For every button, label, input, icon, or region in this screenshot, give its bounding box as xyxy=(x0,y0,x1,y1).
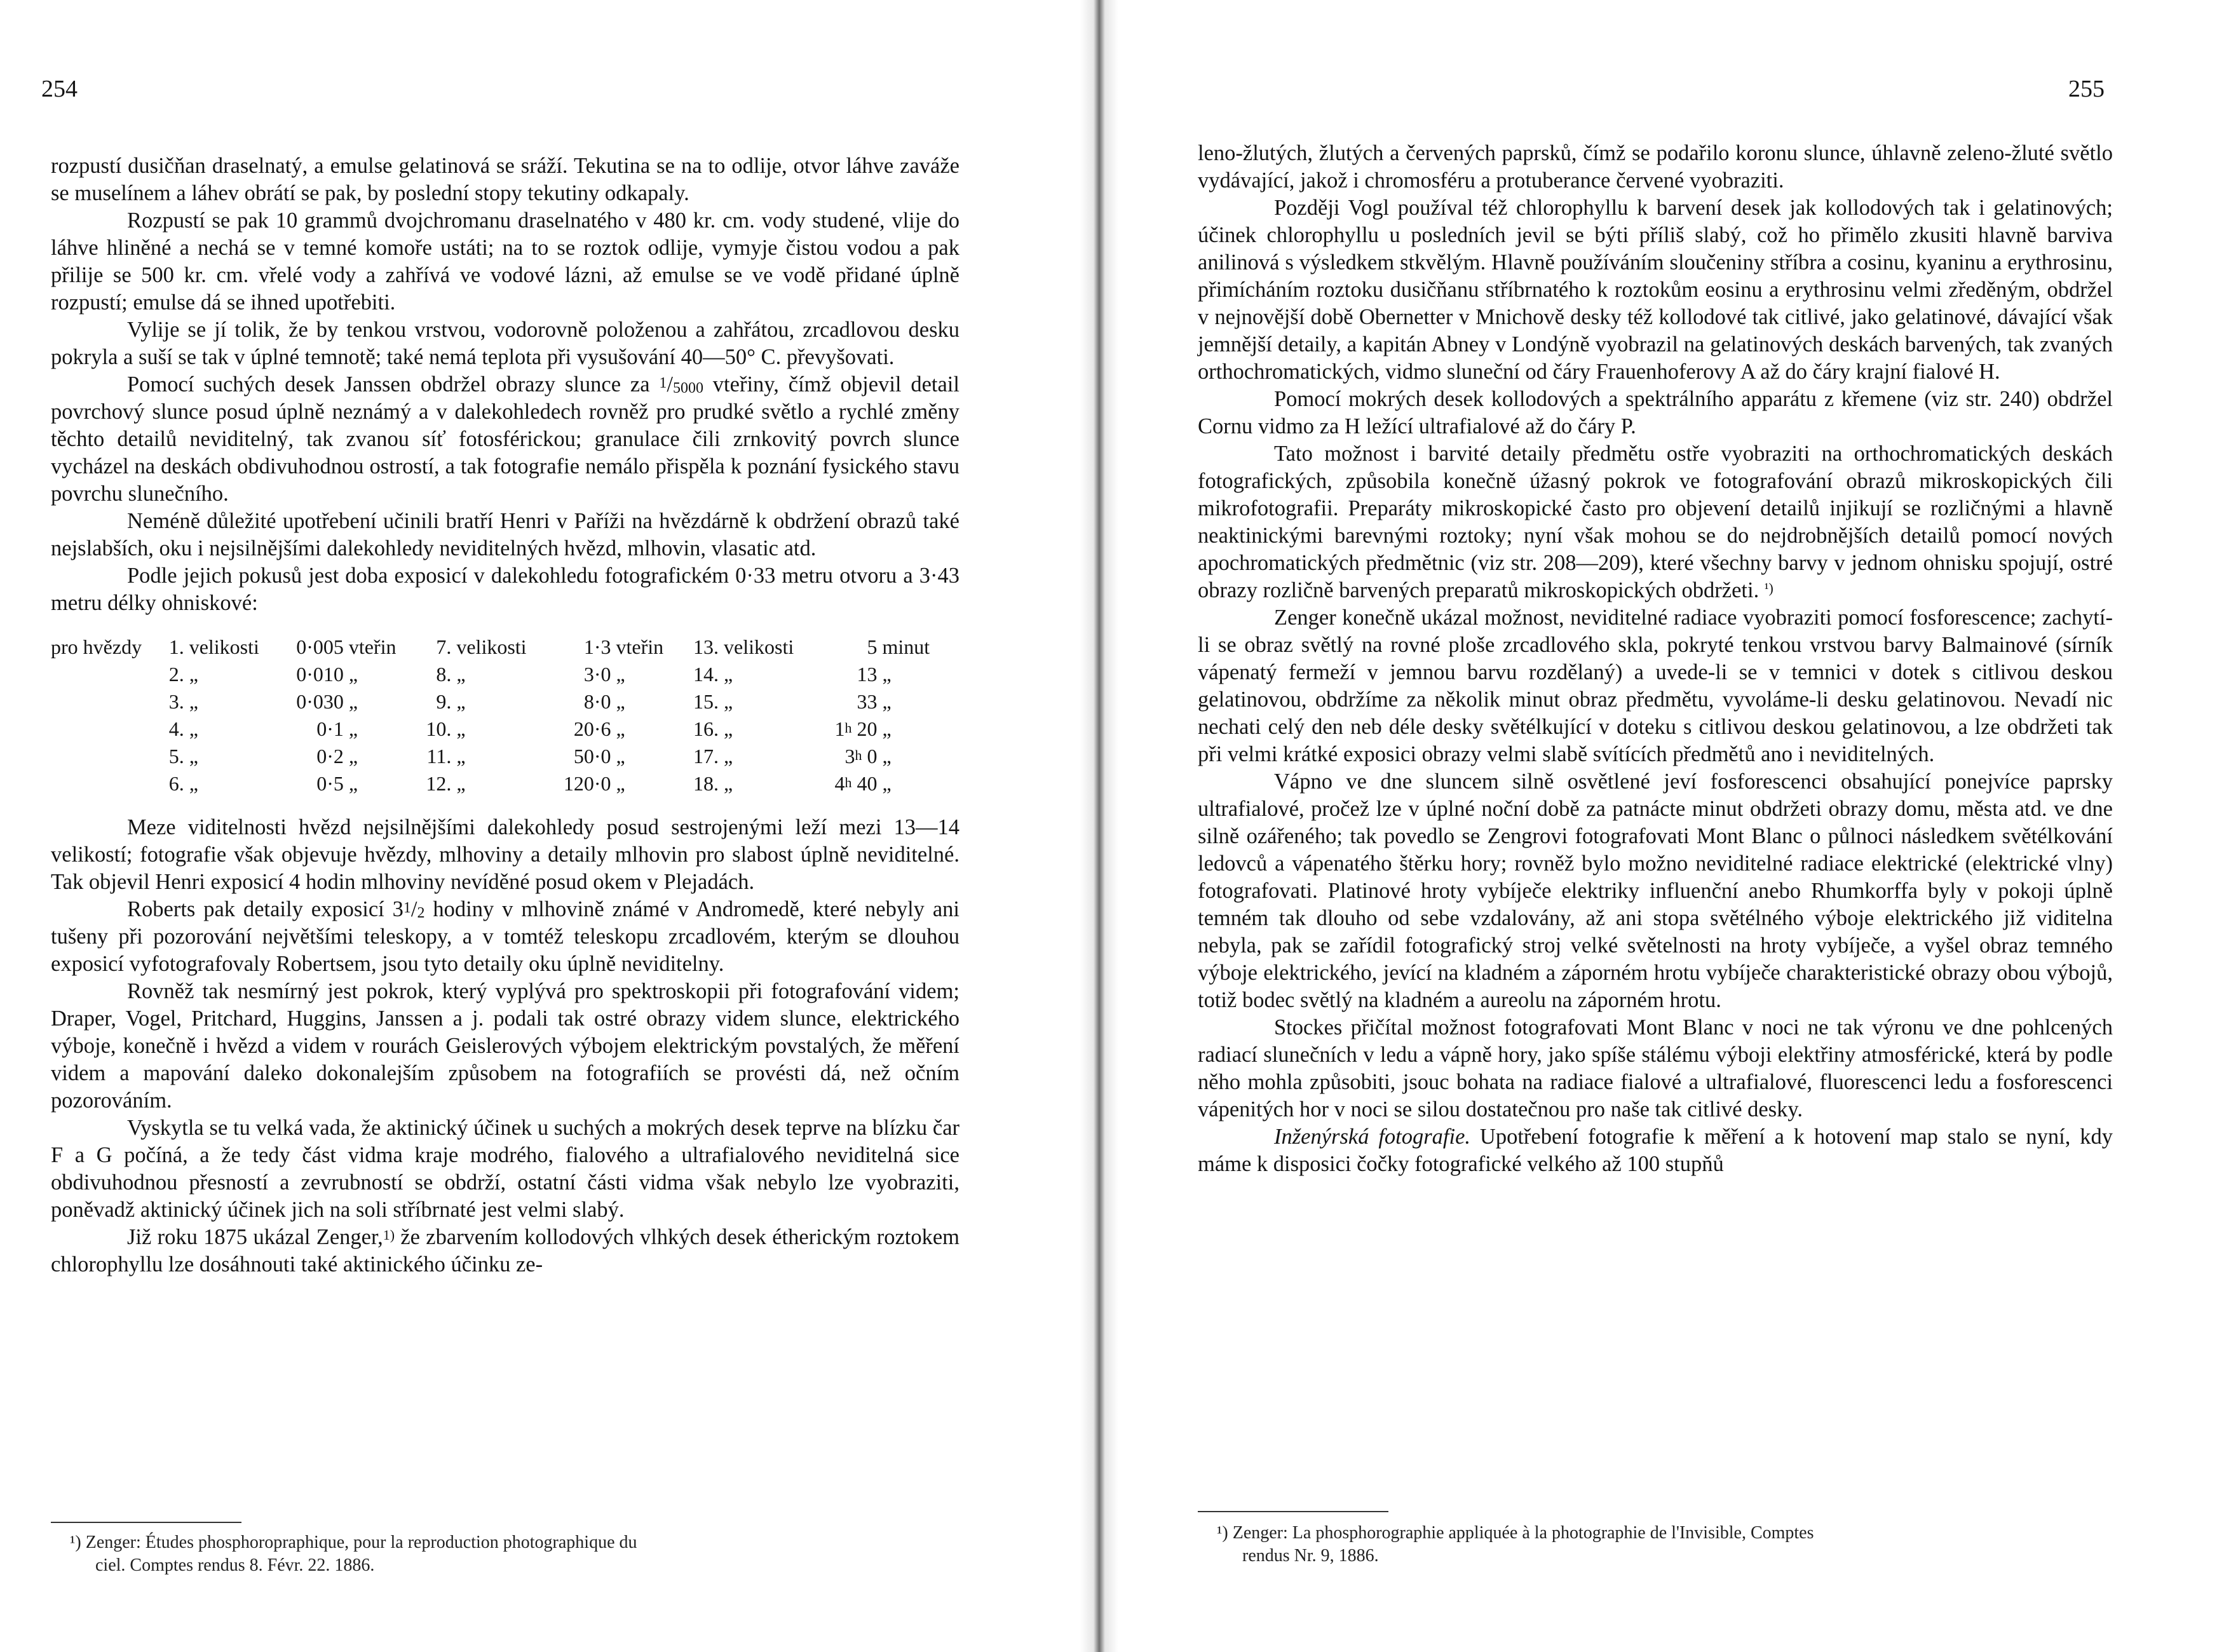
exposure-unit: minut xyxy=(882,635,930,658)
paragraph: Vápno ve dne sluncem silně osvětlené jeví fosforescenci obsahující ponejvíce paprsky ultrafialové, pročež lze v úplné noční době za patnácte minut obdržeti obrazy domu, města atd. ve dne silně ozářeného; tak povedlo se Zengrovi fotografovati Mont Blanc o půlnoci následkem světélkování ledovců a vápenatého štěrku hory; rovněž bylo možno neviditelné radiace elektrické (elektrické vlny) fotografovati. Platinové hroty vybíječe elektriky influenční anebo Rhumkorffa byly v pokoji úplně temném tak dlouho od sebe vzdalovány, až ani stopa světélného výboje elektrického již viditelna nebyla, pak se zařídil fotografický stroj velké světelnosti na hroty vybíječe, a vyšel obraz temného výboje elektrického, jevící na kladném a záporném hrotu vybíječe charakteristické obrazy obou výbojů, totiž bodec světlý na kladném a aureolu na záporném hrotu. xyxy=(1198,769,2113,1012)
exposure-unit: „ xyxy=(616,772,625,795)
paragraph: Neméně důležité upotřebení učinili bratří Henri v Paříži na hvězdárně k obdržení obrazů také nejslabších, oku i nejsilnějšími dalekohledy neviditelných hvězd, mlhovin, vlasatic atd. xyxy=(51,509,959,560)
magnitude-number: 5. xyxy=(168,745,184,768)
text-run: Již roku 1875 ukázal Zenger, xyxy=(127,1225,383,1249)
fraction-denominator: 2 xyxy=(417,905,425,921)
magnitude-number: 6. xyxy=(168,772,184,795)
magnitude-number: 13. xyxy=(693,635,719,658)
table-row xyxy=(51,715,959,743)
hours-mark: h xyxy=(855,747,862,763)
paragraph: rozpustí dusičňan draselnatý, a emulse gelatinová se sráží. Tekutina se na to odlije, otvor láhve zaváže se muselínem a láhev obrátí se pak, by poslední stopy tekutiny odkapaly. xyxy=(51,154,959,205)
magnitude-label: „ xyxy=(456,772,466,795)
exposure-unit: vteřin xyxy=(348,635,397,658)
table-row xyxy=(51,770,959,797)
footnote-text: Zenger: Études phosphoropraphique, pour la reproduction photographique du xyxy=(85,1533,637,1552)
right-page-body xyxy=(1198,140,2113,1178)
page-number-right: 255 xyxy=(2068,76,2105,102)
exposure-value: 4$^h$ 40 xyxy=(834,772,878,795)
exposure-value: 0·1 xyxy=(316,717,344,740)
exposure-value: 0·2 xyxy=(316,745,344,768)
text-run: Pomocí suchých desek Janssen obdržel obrazy slunce za xyxy=(127,372,660,396)
paragraph: Meze viditelnosti hvězd nejsilnějšími dalekohledy posud sestrojenými leží mezi 13—14 velikostí; fotografie však objevuje hvězdy, mlhoviny a detaily mlhovin pro slabost úplně neviditelné. Tak objevil Henri exposicí 4 hodin mlhoviny nevíděné posud okem v Plejadách. xyxy=(51,815,959,894)
text-run: Upotřebení fotografie k měření a k hotovení map stalo se nyní, kdy máme k disposici čočky fotografické velkého až 100 stupňů xyxy=(1198,1125,2113,1176)
magnitude-label: „ xyxy=(456,663,466,686)
table-prefix: pro hvězdy xyxy=(51,635,142,658)
text-run: Tato možnost i barvité detaily předmětu ostře vyobraziti na orthochromatických deskách fotografických, způsobila konečně úžasný pokrok ve fotografování obrazů mikroskopických čili mikrofotografii. Preparáty mikroskopické často pro objevení detailů injikují se rozličnými a hlavně neaktinickými barevnými roztoky; nyní však mohou se do nejdrobnějších detailů pomocí nových apochromatických předmětnic (viz str. 208—209), které všechny barvy v jednom ohnisku spojují, ostré obrazy rozličně barvených preparatů mikroskopických obdržeti. xyxy=(1198,442,2113,602)
magnitude-label: „ xyxy=(189,717,198,740)
text-run: hodiny v mlhovině známé v Andromedě, které nebyly ani tušeny při pozorování největšími teleskopy, a v tomtéž teleskopu zrcadlovém, kterým se dlouhou exposicí vyfotografovaly Robertsem, jsou tyto detaily oku úplně neviditelny. xyxy=(51,897,959,976)
fraction-numerator: 1 xyxy=(659,375,667,391)
footnote-left xyxy=(70,1531,959,1577)
magnitude-number: 12. xyxy=(426,772,452,795)
exposure-unit: „ xyxy=(616,745,625,768)
footnote-right xyxy=(1217,1522,2113,1567)
footnote-mark: ¹) xyxy=(70,1533,81,1552)
footnote-text: Zenger: La phosphorographie appliquée à la photographie de l'Invisible, Comptes xyxy=(1232,1523,1814,1543)
paragraph-tato xyxy=(1198,440,2113,604)
paragraph: Později Vogl používal též chlorophyllu k barvení desek jak kollodových tak i gelatinových; účinek chlorophyllu u posledních jevil se býti příliš slabý, což ho přimělo zkusiti hlavně barviva anilinová s výsledkem stkvělým. Hlavně používáním sloučeniny stříbra a cosinu, kyaninu a erythrosinu, přimícháním roztoku dusičňanu stříbrnatého k roztokům eosinu a erythrosinu velmi zředěným, obdržel v nejnovější době Obernetter v Mnichově desky též kollodové tak citlivé, jako gelatinové, dávající však jemnější detaily, a kapitán Abney v Londýně vyobrazil na gelatinových deskách barvených, tak zvaných orthochromatických, vidmo sluneční od čáry Frauenhoferovy A až do čáry krajní fialové H. xyxy=(1198,196,2113,384)
magnitude-label: „ xyxy=(724,717,733,740)
magnitude-label: „ xyxy=(724,663,733,686)
table-row xyxy=(51,661,959,688)
text-run: Roberts pak detaily exposicí 3 xyxy=(127,897,403,921)
exposure-value: 0·030 xyxy=(296,690,344,713)
paragraph-zenger xyxy=(51,1224,959,1278)
footnote-text: rendus Nr. 9, 1886. xyxy=(1242,1546,1379,1566)
magnitude-label: „ xyxy=(189,690,198,713)
exposure-value: 20·6 xyxy=(573,717,611,740)
exposure-unit: „ xyxy=(348,690,358,713)
text-run: vteřiny, čímž objevil detail povrchový slunce posud úplně neznámý a v dalekohledech rovněž pro prudké světlo a rychlé změny těchto detailů neviditelný, tak zvanou síť fotosférickou; granulace čili zrnkovitý povrch slunce vycházel na deskách obdivuhodnou ostrostí, a tak fotografie nemálo přispěla k poznání fysického stavu povrchu slunečního. xyxy=(51,372,959,506)
magnitude-number: 3. xyxy=(168,690,184,713)
fraction-denominator: 5000 xyxy=(672,380,703,396)
exposure-value: 0·010 xyxy=(296,663,344,686)
magnitude-label: velikosti xyxy=(456,635,527,658)
exposure-value: 50·0 xyxy=(573,745,611,768)
magnitude-label: velikosti xyxy=(189,635,259,658)
exposure-value: 5 xyxy=(867,635,878,658)
hours-mark: h xyxy=(844,720,852,736)
magnitude-label: „ xyxy=(189,663,198,686)
left-page-body xyxy=(51,152,959,1278)
magnitude-number: 18. xyxy=(693,772,719,795)
exposure-unit: „ xyxy=(882,717,892,740)
magnitude-number: 10. xyxy=(426,717,452,740)
exposure-unit: „ xyxy=(348,717,358,740)
magnitude-label: „ xyxy=(724,745,733,768)
magnitude-number: 16. xyxy=(693,717,719,740)
table-prefix xyxy=(51,770,165,797)
magnitude-label: „ xyxy=(189,745,198,768)
exposure-unit: „ xyxy=(882,663,892,686)
magnitude-label: „ xyxy=(456,717,466,740)
magnitude-label: velikosti xyxy=(724,635,794,658)
magnitude-label: „ xyxy=(189,772,198,795)
left-page xyxy=(0,0,1106,1652)
paragraph: Rozpustí se pak 10 grammů dvojchromanu draselnatého v 480 kr. cm. vody studené, vlije do láhve hliněné a nechá se v temné komoře ustáti; na to se roztok odlije, vymyje čistou vodou a pak přilije se 500 kr. cm. vřelé vody a zahřívá ve vodové lázni, až emulse se ve vodě přidané úplně rozpustí; emulse dá se ihned upotřebiti. xyxy=(51,208,959,315)
exposure-table xyxy=(51,633,959,797)
exposure-unit: „ xyxy=(882,772,892,795)
hours-mark: h xyxy=(844,775,852,790)
exposure-value: 8·0 xyxy=(583,690,611,713)
exposure-value: 120·0 xyxy=(563,772,611,795)
magnitude-label: „ xyxy=(456,690,466,713)
magnitude-label: „ xyxy=(724,772,733,795)
paragraph: leno-žlutých, žlutých a červených paprsků, čímž se podařilo koronu slunce, úhlavně zeleno-žluté světlo vydávající, jakož i chromosféru a protuberance červené vyobraziti. xyxy=(1198,141,2113,193)
table-prefix xyxy=(51,688,165,715)
section-heading: Inženýrská fotografie. xyxy=(1274,1125,1471,1149)
footnote-divider xyxy=(1198,1511,1388,1512)
exposure-unit: „ xyxy=(882,690,892,713)
magnitude-number: 8. xyxy=(436,663,452,686)
magnitude-number: 11. xyxy=(426,745,452,768)
exposure-value: 1$^h$ 20 xyxy=(834,717,878,740)
magnitude-number: 7. xyxy=(436,635,452,658)
paragraph: Vylije se jí tolik, že by tenkou vrstvou, vodorovně položenou a zahřátou, zrcadlovou desku pokryla a suší se tak v úplné temnotě; také nemá teplota při vysušování 40—50° C. převyšovati. xyxy=(51,318,959,369)
table-row xyxy=(51,633,959,661)
exposure-value: 33 xyxy=(857,690,878,713)
footnote-marker: ¹) xyxy=(1764,580,1773,596)
exposure-value: 1·3 xyxy=(583,635,611,658)
table-row xyxy=(51,743,959,770)
magnitude-number: 15. xyxy=(693,690,719,713)
exposure-unit: „ xyxy=(348,663,358,686)
table-prefix xyxy=(51,715,165,743)
magnitude-label: „ xyxy=(456,745,466,768)
paragraph-inzenyrska xyxy=(1198,1123,2113,1178)
exposure-unit: „ xyxy=(616,663,625,686)
paragraph-janssen: Pomocí suchých desek Janssen obdržel obrazy slunce za $^1$/5000 vteřiny, čímž objevil detail povrchový slunce posud úplně neznámý a v dalekohledech rovněž pro prudké světlo a rychlé změny těchto detailů neviditelný, tak zvanou síť fotosférickou; granulace čili zrnkovitý povrch slunce vycházel na deskách obdivuhodnou ostrostí, a tak fotografie nemálo přispěla k poznání fysického stavu povrchu slunečního. xyxy=(51,372,959,506)
footnote-text: ciel. Comptes rendus 8. Févr. 22. 1886. xyxy=(95,1555,375,1575)
exposure-unit: „ xyxy=(616,717,625,740)
exposure-value: 3·0 xyxy=(583,663,611,686)
paragraph: Podle jejich pokusů jest doba exposicí v dalekohledu fotografickém 0·33 metru otvoru a 3·43 metru délky ohniskové: xyxy=(51,564,959,615)
text-run: že zbarvením kollodových vlhkých desek étherickým roztokem chlorophyllu lze dosáhnouti také aktinického účinku ze- xyxy=(51,1225,959,1276)
exposure-unit: „ xyxy=(348,745,358,768)
exposure-value: 3$^h$ 0 xyxy=(844,745,878,768)
paragraph: Zenger konečně ukázal možnost, neviditelné radiace vyobraziti pomocí fosforescence; zachytí-li se obraz světlý na rovné ploše zrcadlového skla, pokryté tenkou vrstvou barvy Balmainové (sírník vápenatý fermeží v jemnou barvu rozdělaný) a uvede-li se v temnici v dotek s citlivou deskou gelatinovou, obdržíme za několik minut obraz předmětu, vyvoláme-li desku gelatinovou. Nevadí nic nechati celý den neb déle desky světélkující v doteku s citlivou deskou gelatinovou, a lze obdržeti tak při velmi krátké exposici obrazy velmi slabě svítících předmětů ano i neviditelných. xyxy=(1198,606,2113,766)
footnote-marker: 1) xyxy=(383,1227,395,1243)
footnote-mark: ¹) xyxy=(1217,1523,1228,1543)
magnitude-number: 17. xyxy=(693,745,719,768)
exposure-unit: „ xyxy=(616,690,625,713)
exposure-value: 0·005 xyxy=(296,635,344,658)
paragraph: Rovněž tak nesmírný jest pokrok, který vyplývá pro spektroskopii při fotografování videm; Draper, Vogel, Pritchard, Huggins, Janssen a j. podali tak ostré obrazy videm slunce, elektrického výboje, konečně i hvězd a videm v rourách Geislerových výbojem elektrickým povstalých, že měření videm a mapování daleko dokonalejším způsobem na fotografiích se provésti dá, než očním pozorováním. xyxy=(51,979,959,1113)
magnitude-number: 9. xyxy=(436,690,452,713)
exposure-value: 13 xyxy=(857,663,878,686)
paragraph-roberts: Roberts pak detaily exposicí $3^1/2$ hodiny v mlhovině známé v Andromedě, které nebyly ani tušeny při pozorování největšími teleskopy, a v tomtéž teleskopu zrcadlovém, kterým se dlouhou exposicí vyfotografovaly Robertsem, jsou tyto detaily oku úplně neviditelny. xyxy=(51,897,959,976)
exposure-unit: „ xyxy=(348,772,358,795)
table-prefix xyxy=(51,743,165,770)
exposure-value: 0·5 xyxy=(316,772,344,795)
exposure-unit: vteřin xyxy=(616,635,664,658)
paragraph: Stockes přičítal možnost fotografovati Mont Blanc v noci ne tak výronu ve dne pohlcených radiací slunečních v ledu a vápně hory, jako spíše stálému výboji elektřiny atmosférické, která by podle něho mohla způsobiti, jsouc bohata na radiace fialové a ultrafialové, fluorescenci ledu a fosforescenci vápenitých hor v noci se silou dostatečnou pro naše tak citlivé desky. xyxy=(1198,1015,2113,1121)
magnitude-number: 14. xyxy=(693,663,719,686)
magnitude-number: 1. xyxy=(168,635,184,658)
paragraph: Vyskytla se tu velká vada, že aktinický účinek u suchých a mokrých desek teprve na blízku čar F a G počíná, a že tedy část vidma kraje modrého, fialového a ultrafialového neviditelná sice obdivuhodnou přesností a zevrubností se obdrží, ostatní části vidma však nebylo lze vyobraziti, poněvadž aktinický účinek jich na soli stříbrnaté jest velmi slabý. xyxy=(51,1116,959,1222)
table-prefix xyxy=(51,661,165,688)
fraction-numerator: 1 xyxy=(403,900,411,916)
paragraph: Pomocí mokrých desek kollodových a spektrálního apparátu z křemene (viz str. 240) obdržel Cornu vidmo za H ležící ultrafialové až do čáry P. xyxy=(1198,387,2113,438)
right-page xyxy=(1118,0,2224,1652)
footnote-divider xyxy=(51,1522,241,1523)
magnitude-number: 4. xyxy=(168,717,184,740)
exposure-unit: „ xyxy=(882,745,892,768)
magnitude-number: 2. xyxy=(168,663,184,686)
magnitude-label: „ xyxy=(724,690,733,713)
table-row xyxy=(51,688,959,715)
page-number-left: 254 xyxy=(41,76,78,102)
